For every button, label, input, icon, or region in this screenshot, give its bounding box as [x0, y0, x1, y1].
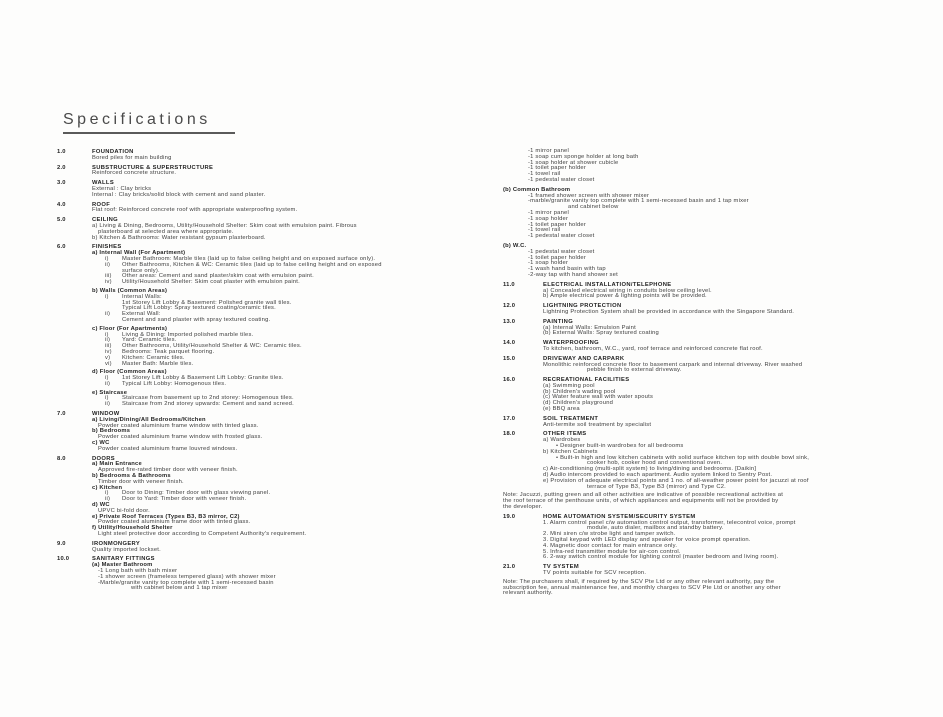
spec-line: (b) Children's wading pool: [543, 388, 616, 395]
spec-line-text: Master Bathroom: Marble tiles (laid up to false ceiling height and on exposed surface only).: [122, 255, 376, 262]
spec-line: subscription fee, annual maintenance fee, and monthly charges to SCV Pte Ltd or another any other: [503, 584, 781, 591]
section-1-0: [57, 150, 459, 162]
spec-line: 2. Mini siren c/w strobe light and tamper switch.: [543, 531, 676, 538]
spec-line: a) Internal Wall (For Apartment): [92, 250, 186, 257]
spec-line: Note: Jacuzzi, putting green and all other activities are indicative of possible recreational activities at: [503, 492, 784, 499]
spec-line: e) Staircase: [92, 389, 128, 396]
spec-line: b) Walls (Common Areas): [92, 287, 168, 294]
spec-line: (b) W.C.: [503, 242, 527, 249]
spec-line: -1 towel rail: [528, 227, 561, 234]
spec-line: -Marble/granite vanity top complete with 1 semi-recessed basin: [98, 579, 274, 586]
section-heading: LIGHTNING PROTECTION: [543, 303, 622, 310]
spec-line: -1 mirror panel: [528, 209, 569, 216]
spec-line: • Designer built-in wardrobes for all bedrooms: [556, 443, 684, 450]
spec-line: [92, 402, 459, 408]
spec-line: relevant authority.: [503, 590, 553, 597]
title-underline: [63, 132, 235, 134]
spec-line: b) Bedrooms & Bathrooms: [92, 473, 171, 480]
spec-line: 5. Infra-red transmitter module for air-con control.: [543, 548, 681, 555]
spec-line: c) Kitchen: [92, 484, 123, 491]
spec-line: To kitchen, bathroom, W.C., yard, roof terrace and reinforced concrete flat roof.: [543, 345, 763, 352]
spec-line: -1 soap holder: [528, 215, 569, 222]
section-heading: FOUNDATION: [92, 149, 134, 155]
spec-line: -1 mirror panel: [528, 148, 569, 154]
spec-line: [92, 497, 459, 503]
spec-line: b) Kitchen & Bathrooms: Water resistant gypsum plasterboard.: [92, 234, 266, 241]
list-marker: vi): [105, 360, 112, 367]
section-number: 15.0: [503, 355, 516, 362]
section-number: 2.0: [57, 164, 66, 171]
spec-line: 4. Magnetic door contact for main entrance only.: [543, 542, 678, 549]
list-marker: i): [105, 490, 109, 497]
section-heading: SOIL TREATMENT: [543, 415, 599, 422]
spec-line: -1 pedestal water closet: [528, 176, 595, 183]
section-4-0: [57, 203, 459, 215]
spec-line: b) Bedrooms: [92, 428, 131, 435]
section-continued: [503, 188, 939, 240]
list-marker: iii): [105, 273, 112, 280]
spec-line: a) Main Entrance: [92, 461, 142, 468]
list-marker: iii): [105, 343, 112, 350]
spec-line: c) WC: [92, 440, 110, 447]
spec-line: [92, 382, 459, 388]
section-heading: WALLS: [92, 180, 115, 187]
section-number: 6.0: [57, 244, 66, 251]
spec-line: e) Provision of adequate electrical points and 1 no. of all-weather power point for jacuzzi at roof: [543, 477, 809, 484]
list-marker: i): [105, 293, 109, 300]
section-heading: RECREATIONAL FACILITIES: [543, 377, 630, 384]
section-number: 21.0: [503, 564, 516, 571]
spec-line: (a) Internal Walls: Emulsion Paint: [543, 324, 636, 331]
spec-line: Powder coated aluminium frame window with tinted glass.: [98, 422, 259, 429]
list-marker: iv): [105, 348, 112, 355]
spec-line-text: Other Bathrooms, Kitchen & WC: Ceramic tiles (laid up to false ceiling height and on exposed: [122, 261, 382, 268]
spec-line: the developer.: [503, 504, 543, 511]
section-heading: CEILING: [92, 217, 118, 224]
list-marker: ii): [105, 311, 111, 318]
spec-line: (d) Children's playground: [543, 400, 614, 407]
list-marker: ii): [105, 401, 111, 408]
spec-line: -1 pedestal water closet: [528, 233, 595, 240]
section-number: 19.0: [503, 513, 516, 520]
spec-line: c) Air-conditioning (multi-split system) to living/dining and bedrooms. [Daikin]: [543, 466, 757, 473]
section-heading: FINISHES: [92, 244, 122, 251]
section-heading: DRIVEWAY AND CARPARK: [543, 355, 625, 362]
section-heading: SANITARY FITTINGS: [92, 556, 155, 563]
spec-line-text: Staircase from basement up to 2nd storey: Homogenous tiles.: [122, 395, 294, 402]
section-number: 9.0: [57, 540, 66, 547]
spec-line-text: Living & Dining: Imported polished marble tiles.: [122, 331, 254, 338]
section-number: 18.0: [503, 431, 516, 438]
spec-line: (b) Common Bathroom: [503, 186, 571, 193]
section-number: 13.0: [503, 318, 516, 325]
spec-line: -1 toilet paper holder: [528, 165, 587, 172]
spec-line: Cement and sand plaster with spray textured coating.: [122, 316, 271, 323]
section-8-0: [57, 457, 459, 538]
section-heading: IRONMONGERY: [92, 540, 141, 547]
list-marker: iv): [105, 279, 112, 286]
spec-line: (a) Master Bathroom: [92, 562, 153, 569]
section-21-0: [503, 565, 939, 597]
spec-line: -1 towel rail: [528, 171, 561, 178]
spec-line: Note: The purchasers shall, if required by the SCV Pte Ltd or any other relevant authority, pay the: [503, 578, 775, 585]
section-3-0: [57, 181, 459, 198]
spec-line: -1 toilet paper holder: [528, 254, 587, 261]
section-number: 10.0: [57, 556, 70, 563]
spec-line: Light steel protective door according to Competent Authority's requirement.: [98, 531, 307, 538]
spec-line: (e) BBQ area: [543, 406, 580, 413]
spec-line: plasterboard at selected area where appropriate.: [98, 228, 234, 235]
left-column: [57, 150, 459, 592]
spec-line-text: Kitchen: Ceramic tiles.: [122, 354, 185, 361]
spec-line: terrace of Type B3, Type B3 (mirror) and Type C2.: [587, 483, 727, 490]
list-marker: i): [105, 255, 109, 262]
section-number: 17.0: [503, 415, 516, 422]
list-marker: ii): [105, 496, 111, 503]
spec-line: Quality imported lockset.: [92, 546, 161, 553]
section-number: 14.0: [503, 340, 516, 347]
spec-line-text: 1st Storey Lift Lobby & Basement Lift Lobby: Granite tiles.: [122, 375, 284, 382]
section-heading: SUBSTRUCTURE & SUPERSTRUCTURE: [92, 164, 214, 171]
section-2-0: [57, 166, 459, 178]
section-number: 11.0: [503, 281, 515, 288]
section-14-0: [503, 341, 939, 353]
section-18-0: [503, 432, 939, 510]
spec-line: b) Kitchen Cabinets: [543, 448, 598, 455]
spec-line-text: Bedrooms: Teak parquet flooring.: [122, 348, 215, 355]
section-number: 1.0: [57, 149, 66, 155]
spec-line-text: Master Bath: Marble tiles.: [122, 360, 194, 367]
spec-line: -1 pedestal water closet: [528, 248, 595, 255]
list-marker: ii): [105, 337, 111, 344]
list-marker: ii): [105, 261, 111, 268]
spec-line: e) Private Roof Terraces (Types B3, B3 mirror, C2): [92, 513, 240, 520]
section-number: 16.0: [503, 377, 516, 384]
spec-line-text: Utility/Household Shelter: Skim coat plaster with emulsion paint.: [122, 279, 300, 286]
spec-line: Anti-termite soil treatment by specialist: [543, 421, 652, 428]
spec-line: -1 soap holder: [528, 260, 569, 267]
spec-line-text: Door to Dining: Timber door with glass viewing panel.: [122, 490, 271, 497]
spec-line: [92, 280, 459, 286]
page-title: Specifications: [63, 111, 211, 128]
spec-line: Timber door with veneer finish.: [98, 478, 184, 485]
spec-line: 6. 2-way switch control module for lighting control (master bedroom and living room).: [543, 554, 779, 561]
spec-line-text: Staircase from 2nd storey upwards: Cement and sand screed.: [122, 401, 294, 408]
section-6-0: [57, 245, 459, 408]
spec-line: (c) Water feature wall with water spouts: [543, 394, 654, 401]
spec-line: 1. Alarm control panel c/w automation control output, transformer, telecontrol voice, prompt: [543, 519, 796, 526]
section-heading: ELECTRICAL INSTALLATION/TELEPHONE: [543, 281, 672, 288]
spec-line-text: Internal Walls:: [122, 293, 162, 300]
spec-line: UPVC bi-fold door.: [98, 507, 150, 514]
spec-line: (a) Swimming pool: [543, 382, 595, 389]
section-17-0: [503, 417, 939, 429]
spec-line: a) Living & Dining, Bedrooms, Utility/Household Shelter: Skim coat with emulsion paint. Fibrous: [92, 222, 357, 229]
spec-line: Flat roof: Reinforced concrete roof with appropriate waterproofing system.: [92, 207, 298, 214]
section-19-0: [503, 515, 939, 561]
spec-line: d) WC: [92, 502, 110, 509]
section-number: 12.0: [503, 303, 516, 310]
section-number: 8.0: [57, 455, 66, 462]
spec-line: and cabinet below: [568, 204, 619, 211]
spec-line: 3. Digital keypad with LED display and speaker for voice prompt operation.: [543, 537, 751, 544]
spec-line: a) Concealed electrical wiring in conduits below ceiling level.: [543, 287, 712, 294]
section-13-0: [503, 320, 939, 337]
spec-line: d) Floor (Common Areas): [92, 369, 167, 376]
spec-line-text: Yard: Ceramic tiles.: [122, 337, 177, 344]
spec-line: Powder coated aluminium frame louvred windows.: [98, 445, 238, 452]
section-heading: WINDOW: [92, 411, 120, 418]
list-marker: i): [105, 395, 109, 402]
spec-line-text: Other areas: Cement and sand plaster/skim coat with emulsion paint.: [122, 273, 314, 280]
list-marker: v): [105, 354, 111, 361]
spec-line: (b) External Walls: Spray textured coating: [543, 330, 659, 337]
section-7-0: [57, 412, 459, 453]
spec-line: Approved fire-rated timber door with veneer finish.: [98, 467, 238, 474]
spec-line: the roof terrace of the penthouse units, of which appliances and equipments will not be provided by: [503, 498, 779, 505]
spec-line: Bored piles for main building: [92, 154, 172, 161]
section-heading: TV SYSTEM: [543, 564, 580, 571]
spec-line-text: External Wall:: [122, 311, 161, 318]
section-continued: [503, 244, 939, 279]
spec-line: Typical Lift Lobby: Spray textured coating/ceramic tiles.: [122, 305, 276, 312]
spec-line: -2-way tap with hand shower set: [528, 271, 618, 278]
spec-line: d) Audio intercom provided to each apartment. Audio system linked to Sentry Post.: [543, 472, 773, 479]
section-16-0: [503, 378, 939, 413]
list-marker: i): [105, 375, 109, 382]
spec-line: Powder coated aluminium frame door with tinted glass.: [98, 519, 251, 526]
spec-line: Internal : Clay bricks/solid block with cement and sand plaster.: [92, 191, 266, 198]
section-heading: DOORS: [92, 455, 116, 462]
section-10-0: [57, 557, 459, 592]
spec-line: -1 soap cum sponge holder at long bath: [528, 153, 639, 160]
spec-line: c) Floor (For Apartments): [92, 325, 168, 332]
section-heading: ROOF: [92, 201, 111, 208]
spec-line: -1 soap holder at shower cubicle: [528, 159, 619, 166]
section-heading: HOME AUTOMATION SYSTEM/SECURITY SYSTEM: [543, 513, 696, 520]
spec-line: Powder coated aluminium frame window with frosted glass.: [98, 434, 263, 441]
spec-line: b) Ample electrical power & lighting points will be provided.: [543, 293, 707, 300]
spec-line: • Built-in high and low kitchen cabinets with solid surface kitchen top with double bowl sink,: [556, 454, 810, 461]
spec-line: f) Utility/Household Shelter: [92, 525, 173, 532]
section-heading: WATERPROOFING: [543, 340, 599, 347]
spec-line-text: Typical Lift Lobby: Homogenous tiles.: [122, 380, 227, 387]
spec-line: -marble/granite vanity top complete with 1 semi-recessed basin and 1 tap mixer: [528, 198, 749, 205]
spec-line: External : Clay bricks: [92, 185, 152, 192]
spec-line: -1 Long bath with bath mixer: [98, 568, 178, 574]
spec-line: a) Living/Dining/All Bedrooms/Kitchen: [92, 416, 206, 423]
section-number: 4.0: [57, 201, 66, 208]
section-number: 3.0: [57, 180, 66, 187]
spec-line: -1 toilet paper holder: [528, 221, 587, 228]
spec-line: -1 shower screen (frameless tempered glass) with shower mixer: [98, 573, 276, 580]
spec-line: with cabinet below and 1 tap mixer: [131, 585, 228, 592]
spec-line: -1 framed shower screen with shower mixer: [528, 192, 650, 199]
section-5-0: [57, 218, 459, 241]
section-number: 5.0: [57, 217, 66, 224]
section-11-0: [503, 283, 939, 300]
spec-line: -1 wash hand basin with tap: [528, 266, 606, 273]
section-12-0: [503, 304, 939, 316]
spec-line: 1st Storey Lift Lobby & Basement: Polished granite wall tiles.: [122, 299, 292, 306]
spec-line: cooker hob, cooker hood and conventional oven.: [587, 460, 723, 467]
title-block: [63, 111, 235, 134]
spec-line: a) Wardrobes: [543, 437, 581, 444]
section-heading: OTHER ITEMS: [543, 431, 587, 438]
spec-line: Reinforced concrete structure.: [92, 170, 177, 177]
spec-line: module, auto dialer, mailbox and standby battery.: [587, 525, 724, 532]
spec-line: Monolithic reinforced concrete floor to basement carpark and internal driveway. River washed: [543, 361, 803, 368]
section-15-0: [503, 357, 939, 374]
list-marker: ii): [105, 380, 111, 387]
spec-line: [92, 362, 459, 368]
spec-line: Lightning Protection System shall be provided in accordance with the Singapore Standard.: [543, 308, 795, 315]
section-number: 7.0: [57, 411, 66, 418]
spec-line: pebble finish to external driveway.: [587, 367, 682, 374]
right-column: [503, 149, 939, 597]
spec-line-text: Door to Yard: Timber door with veneer finish.: [122, 496, 247, 503]
section-9-0: [57, 542, 459, 554]
section-continued: [503, 149, 939, 184]
spec-line: TV points suitable for SCV reception.: [543, 570, 647, 576]
section-heading: PAINTING: [543, 318, 574, 325]
list-marker: i): [105, 331, 109, 338]
spec-line-text: Other Bathrooms, Utility/Household Shelter & WC: Ceramic tiles.: [122, 343, 302, 350]
spec-line: surface only).: [122, 267, 160, 274]
